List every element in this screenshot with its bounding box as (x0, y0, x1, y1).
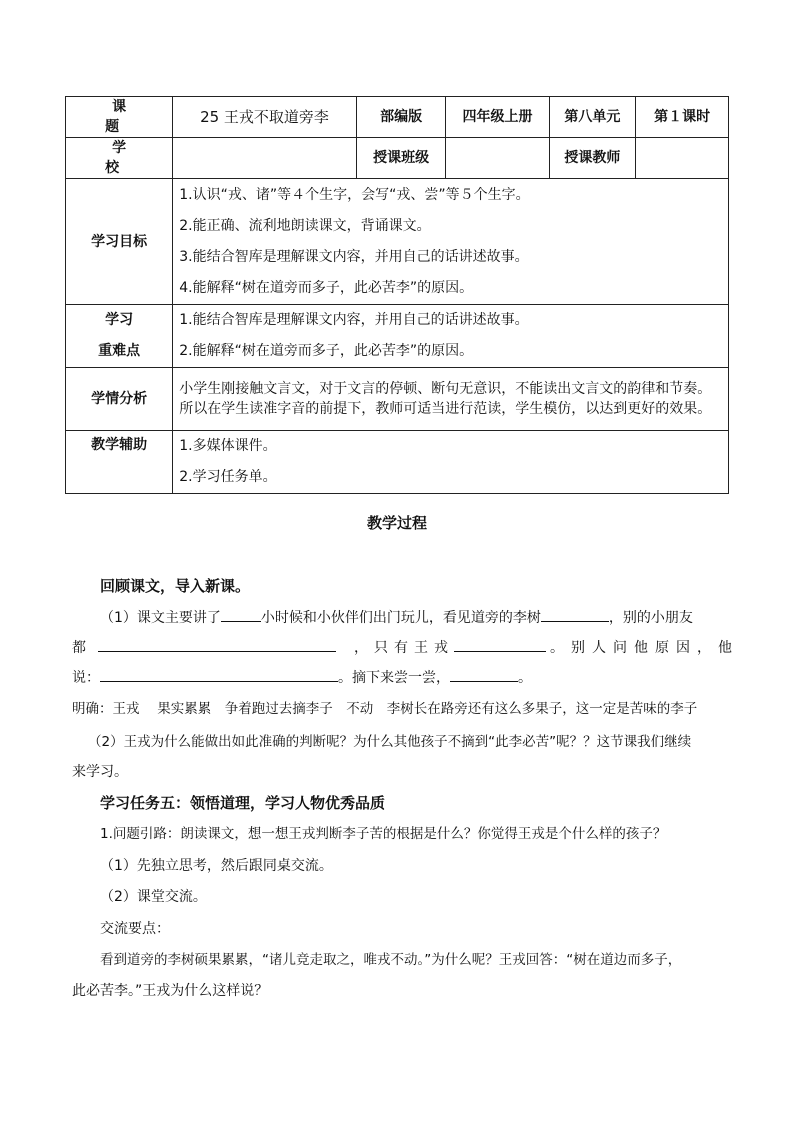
step-2: （2）课堂交流。 (100, 889, 207, 905)
aid-item: 2.学习任务单。 (179, 469, 277, 485)
table-row-aids (66, 431, 729, 494)
aids-cell (173, 431, 729, 494)
goal-item: 2.能正确、流利地朗读课文，背诵课文。 (179, 217, 431, 234)
question-1-line-2 (72, 633, 739, 663)
label-course: 课 题 (66, 97, 173, 138)
q1-part-i: 。 (518, 670, 532, 686)
review-heading: 回顾课文，导入新课。 (100, 577, 251, 595)
label-key-points-line2: 重难点 (98, 343, 141, 359)
lesson-title: 25 王戎不取道旁李 (173, 97, 357, 138)
analysis-text: 小学生刚接触文言文，对于文言的停顿、断句无意识，不能读出文言文的韵律和节奏。所以在学生读准字音的前提下，教师可适当进行范读，学生模仿，以达到更好的效果。 (173, 368, 729, 431)
table-row-goals (66, 179, 729, 305)
key-points-cell (173, 305, 729, 368)
fill-blank (450, 665, 518, 682)
teacher-value (636, 138, 729, 179)
task5-heading: 学习任务五：领悟道理，学习人物优秀品质 (100, 794, 386, 812)
table-row-course (66, 97, 729, 138)
fill-blank (100, 665, 338, 682)
key-point-item: 2.能解释“树在道旁而多子，此必苦李”的原因。 (179, 343, 474, 359)
label-aids: 教学辅助 (66, 431, 173, 494)
fill-blank (454, 635, 546, 652)
points-label: 交流要点： (100, 921, 170, 937)
label-goals: 学习目标 (66, 179, 173, 305)
goals-cell (173, 179, 729, 305)
q1-part-h: 。摘下来尝一尝， (338, 670, 450, 686)
class-value (446, 138, 549, 179)
label-class: 授课班级 (356, 138, 446, 179)
lesson-info-table (65, 96, 729, 494)
q1-part-a: （1）课文主要讲了 (100, 610, 221, 626)
table-row-key-points (66, 305, 729, 368)
key-point-item: 1.能结合智库是理解课文内容，并用自己的话讲述故事。 (179, 312, 529, 328)
aid-item: 1.多媒体课件。 (179, 438, 277, 454)
q1-part-f: 。别人问他原因，他 (550, 640, 739, 656)
question-1-line-1 (100, 603, 722, 633)
goal-item: 3.能结合智库是理解课文内容，并用自己的话讲述故事。 (179, 248, 529, 265)
label-key-points (66, 305, 173, 368)
period: 第１课时 (636, 97, 729, 138)
points-line-2: 此必苦李。”王戎为什么这样说？ (72, 983, 269, 999)
goal-item: 4.能解释“树在道旁而多子，此必苦李”的原因。 (179, 279, 474, 296)
label-key-points-line1: 学习 (105, 312, 134, 328)
school-value (173, 138, 357, 179)
edition: 部编版 (356, 97, 446, 138)
q1-part-d: 都 (72, 640, 86, 656)
points-line-1: 看到道旁的李树硕果累累，“诸儿竞走取之，唯戎不动。”为什么呢？王戎回答：“树在道边而多子， (100, 952, 682, 968)
grade: 四年级上册 (446, 97, 549, 138)
q1-part-e: ，只有王戎 (354, 640, 454, 656)
table-row-analysis (66, 368, 729, 431)
q1-part-b: 小时候和小伙伴们出门玩儿，看见道旁的李树 (260, 610, 541, 626)
answer-line: 明确：王戎 果实累累 争着跑过去摘李子 不动 李树长在路旁还有这么多果子，这一定是苦味的李子 (72, 701, 698, 717)
q1-part-g: 说： (72, 670, 100, 686)
step-1: （1）先独立思考，然后跟同桌交流。 (100, 858, 333, 874)
question-2-line-1: （2）王戎为什么能做出如此准确的判断呢？为什么其他孩子不摘到“此李必苦”呢？？这节课我们继续 (88, 734, 692, 750)
fill-blank (541, 605, 609, 622)
label-teacher: 授课教师 (549, 138, 636, 179)
question-1-line-3 (72, 663, 722, 693)
task5-question: 1.问题引路：朗读课文，想一想王戎判断李子苦的根据是什么？你觉得王戎是个什么样的孩子？ (100, 826, 667, 842)
goal-item: 1.认识“戎、诸”等４个生字，会写“戎、尝”等５个生字。 (179, 186, 530, 203)
fill-blank (98, 635, 336, 652)
label-analysis: 学情分析 (66, 368, 173, 431)
q1-part-c: ，别的小朋友 (608, 610, 693, 626)
label-school: 学 校 (66, 138, 173, 179)
fill-blank (221, 605, 261, 622)
unit: 第八单元 (549, 97, 636, 138)
section-title: 教学过程 (366, 514, 427, 532)
table-row-school (66, 138, 729, 179)
question-2-line-2: 来学习。 (72, 764, 128, 780)
